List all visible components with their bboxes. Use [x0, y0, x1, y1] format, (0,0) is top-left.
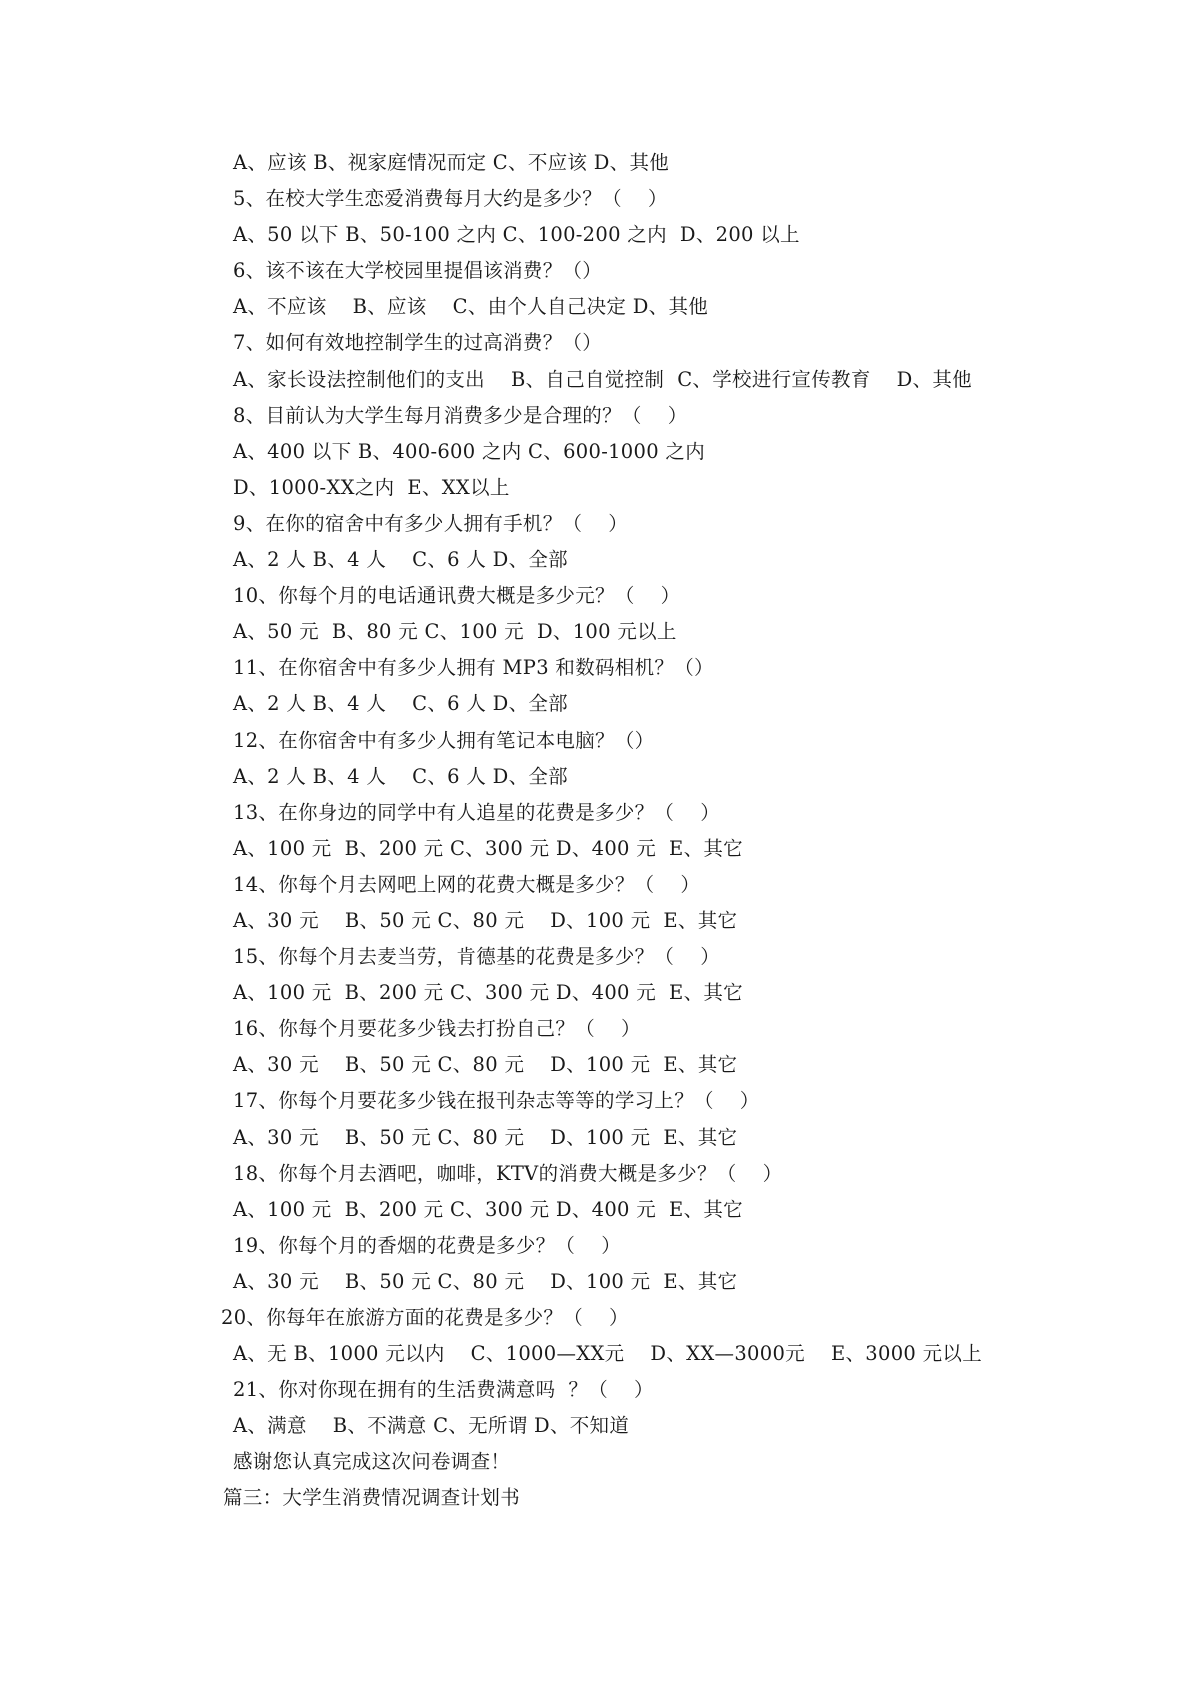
line-text: A、2 人 B、4 人 C、6 人 D、全部: [233, 692, 568, 716]
line-text: 20、你每年在旅游方面的花费是多少？（ ）: [221, 1306, 629, 1329]
text-line: [0, 650, 1191, 686]
text-line: [0, 975, 1191, 1011]
line-text: 16、你每个月要花多少钱去打扮自己？（ ）: [233, 1017, 641, 1041]
text-line: [0, 1011, 1191, 1047]
text-line: [0, 1083, 1191, 1119]
line-text: A、30 元 B、50 元 C、80 元 D、100 元 E、其它: [233, 908, 738, 932]
text-line: [0, 145, 1191, 181]
text-line: [0, 1228, 1191, 1264]
line-text: 14、你每个月去网吧上网的花费大概是多少？（ ）: [233, 872, 701, 896]
text-line: [0, 181, 1191, 217]
line-text: A、应该 B、视家庭情况而定 C、不应该 D、其他: [233, 151, 670, 174]
line-text: 13、在你身边的同学中有人追星的花费是多少？（ ）: [233, 800, 721, 824]
text-line: [0, 1372, 1191, 1408]
line-text: A、100 元 B、200 元 C、300 元 D、400 元 E、其它: [233, 981, 743, 1005]
line-text: 感谢您认真完成这次问卷调查！: [233, 1450, 511, 1474]
line-text: 15、你每个月去麦当劳，肯德基的花费是多少？（ ）: [233, 945, 721, 969]
line-text: 11、在你宿舍中有多少人拥有 MP3 和数码相机？（）: [233, 656, 714, 680]
line-text: 7、如何有效地控制学生的过高消费？（）: [233, 331, 603, 355]
line-text: A、满意 B、不满意 C、无所谓 D、不知道: [233, 1414, 630, 1438]
text-line: [0, 362, 1191, 398]
line-text: 18、你每个月去酒吧，咖啡，KTV的消费大概是多少？（ ）: [233, 1161, 783, 1185]
text-line: [0, 1047, 1191, 1083]
line-text: 17、你每个月要花多少钱在报刊杂志等等的学习上？（ ）: [233, 1089, 760, 1113]
text-line: [0, 939, 1191, 975]
text-line: [0, 217, 1191, 253]
text-line: [0, 795, 1191, 831]
text-line: [0, 1480, 1191, 1516]
line-text: A、30 元 B、50 元 C、80 元 D、100 元 E、其它: [233, 1125, 738, 1149]
line-text: A、30 元 B、50 元 C、80 元 D、100 元 E、其它: [233, 1053, 738, 1077]
line-text: 8、目前认为大学生每月消费多少是合理的？（ ）: [233, 403, 688, 427]
text-line: [0, 325, 1191, 361]
line-text: 6、该不该在大学校园里提倡该消费？（）: [233, 259, 603, 283]
text-line: [0, 578, 1191, 614]
text-line: [0, 903, 1191, 939]
text-line: [0, 614, 1191, 650]
text-line: [0, 1444, 1191, 1480]
line-text: A、400 以下 B、400-600 之内 C、600-1000 之内: [233, 439, 706, 463]
text-line: [0, 867, 1191, 903]
text-line: [0, 289, 1191, 325]
text-line: [0, 1156, 1191, 1192]
line-text: A、家长设法控制他们的支出 B、自己自觉控制 C、学校进行宣传教育 D、其他: [233, 367, 972, 391]
line-text: 19、你每个月的香烟的花费是多少？（ ）: [233, 1233, 622, 1257]
line-text: D、1000-XX之内 E、XX以上: [233, 475, 510, 499]
text-line: [0, 723, 1191, 759]
line-text: A、30 元 B、50 元 C、80 元 D、100 元 E、其它: [233, 1269, 738, 1293]
text-line: [0, 1408, 1191, 1444]
text-line: [0, 470, 1191, 506]
text-line: [0, 1300, 1191, 1336]
text-line: [0, 434, 1191, 470]
text-line: [0, 759, 1191, 795]
line-text: 12、在你宿舍中有多少人拥有笔记本电脑？（）: [233, 728, 655, 752]
line-text: 9、在你的宿舍中有多少人拥有手机？（ ）: [233, 511, 629, 535]
line-text: A、50 元 B、80 元 C、100 元 D、100 元以上: [233, 620, 677, 644]
line-text: A、2 人 B、4 人 C、6 人 D、全部: [233, 548, 568, 572]
line-text: 5、在校大学生恋爱消费每月大约是多少？（ ）: [233, 187, 668, 211]
line-text: A、100 元 B、200 元 C、300 元 D、400 元 E、其它: [233, 836, 743, 860]
line-text: A、不应该 B、应该 C、由个人自己决定 D、其他: [233, 295, 709, 319]
text-line: [0, 1192, 1191, 1228]
line-text: A、100 元 B、200 元 C、300 元 D、400 元 E、其它: [233, 1197, 743, 1221]
text-line: [0, 1264, 1191, 1300]
line-text: A、无 B、1000 元以内 C、1000—XX元 D、XX—3000元 E、3000 元以上: [233, 1342, 983, 1366]
text-line: [0, 253, 1191, 289]
document-body: [0, 145, 1191, 1517]
section-heading: 篇三：大学生消费情况调查计划书: [223, 1486, 521, 1510]
text-line: [0, 1336, 1191, 1372]
line-text: A、2 人 B、4 人 C、6 人 D、全部: [233, 764, 568, 788]
text-line: [0, 1120, 1191, 1156]
text-line: [0, 542, 1191, 578]
text-line: [0, 506, 1191, 542]
line-text: 10、你每个月的电话通讯费大概是多少元？（ ）: [233, 584, 681, 608]
text-line: [0, 686, 1191, 722]
text-line: [0, 831, 1191, 867]
line-text: A、50 以下 B、50-100 之内 C、100-200 之内 D、200 以上: [233, 223, 800, 247]
text-line: [0, 398, 1191, 434]
line-text: 21、你对你现在拥有的生活费满意吗 ？（ ）: [233, 1378, 654, 1402]
